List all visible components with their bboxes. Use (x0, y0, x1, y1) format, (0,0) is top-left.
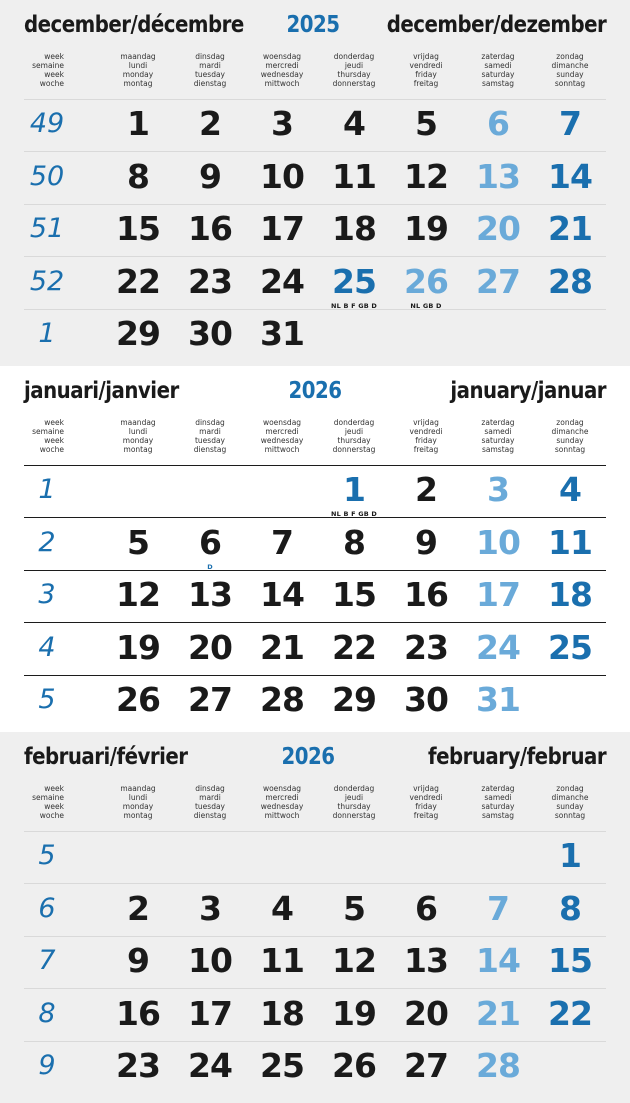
day-cell: 22 (548, 993, 592, 1033)
week-header-label: woche (39, 811, 64, 820)
weekday-label: montag (123, 811, 153, 820)
day-cell: 10 (188, 941, 232, 980)
month-panel (0, 732, 630, 1103)
week-header-label: week (44, 70, 64, 79)
day-cell: 24 (260, 261, 304, 301)
month-title-right: january/januar (450, 378, 606, 404)
day-cell: 10 (260, 156, 304, 196)
week-number: 50 (29, 160, 65, 192)
month-title-right: february/februar (427, 744, 606, 770)
week-number: 7 (38, 945, 56, 976)
day-cell: 27 (188, 680, 232, 719)
weekday-label: donnerstag (332, 445, 376, 454)
weekday-label: donnerstag (332, 811, 376, 820)
day-cell: 14 (476, 941, 520, 980)
weekday-header (393, 784, 459, 820)
day-cell: 9 (415, 522, 437, 562)
week-row (0, 519, 630, 571)
day-cell: 22 (332, 627, 376, 667)
weekday-label: wednesday (260, 802, 304, 811)
weekday-label: dienstag (193, 79, 227, 88)
day-cell: 16 (188, 209, 232, 248)
day-cell: 24 (476, 627, 520, 667)
month-panel (0, 0, 630, 366)
weekday-label: vrijdag (413, 418, 439, 427)
day-cell: 13 (188, 575, 232, 614)
day-cell: 17 (260, 209, 304, 248)
weekday-header (105, 784, 171, 820)
week-row (0, 937, 630, 989)
day-cell: 31 (476, 680, 520, 719)
weekday-label: saturday (481, 70, 515, 79)
day-cell: 27 (404, 1046, 448, 1085)
day-cell: 30 (404, 680, 448, 719)
week-number: 1 (38, 318, 56, 349)
weekday-label: woensdag (262, 418, 302, 427)
weekday-label: donderdag (333, 52, 375, 61)
day-cell: 7 (271, 522, 293, 562)
day-cell: 1 (343, 470, 365, 509)
weekday-label: dienstag (193, 811, 227, 820)
day-cell: 5 (415, 104, 437, 143)
weekday-label: mercredi (265, 61, 299, 70)
holiday-note: NL GB D (410, 301, 442, 310)
weekday-label: dinsdag (195, 784, 225, 793)
month-title-left: december/décembre (24, 12, 244, 38)
week-number: 5 (38, 684, 56, 715)
day-cell: 29 (116, 314, 160, 353)
day-cell: 14 (548, 156, 592, 196)
weekday-label: samstag (481, 811, 514, 820)
weekday-label: maandag (120, 784, 156, 793)
day-cell: 14 (260, 575, 304, 614)
week-row (0, 885, 630, 937)
day-cell: 22 (116, 261, 160, 301)
weekday-label: lundi (128, 61, 148, 70)
week-column-header (20, 784, 64, 820)
weekday-label: freitag (413, 445, 439, 454)
weekday-label: sunday (556, 70, 584, 79)
weekday-label: montag (123, 79, 153, 88)
weekday-header (105, 52, 171, 88)
weekday-label: montag (123, 445, 153, 454)
day-cell: 25 (332, 261, 376, 301)
weekday-header (465, 784, 531, 820)
weekday-header (177, 784, 243, 820)
weekday-label: mittwoch (264, 445, 300, 454)
weekday-label: vendredi (409, 427, 443, 436)
weekday-label: samedi (484, 61, 512, 70)
weekday-label: freitag (413, 79, 439, 88)
weekday-label: woensdag (262, 52, 302, 61)
weekday-label: mercredi (265, 793, 299, 802)
day-cell: 28 (476, 1046, 520, 1085)
day-cell: 17 (188, 993, 232, 1033)
weekday-label: vrijdag (413, 52, 439, 61)
weekday-header (321, 418, 387, 454)
week-row (0, 624, 630, 676)
month-title-left: januari/janvier (24, 378, 179, 404)
weekday-label: zaterdag (481, 418, 515, 427)
week-header-label: week (44, 436, 64, 445)
week-row (0, 310, 630, 362)
month-title-left: februari/février (24, 744, 188, 770)
weekday-header (537, 418, 603, 454)
weekday-label: donnerstag (332, 79, 376, 88)
day-cell: 21 (548, 209, 592, 248)
week-column-header (20, 418, 64, 454)
week-row (0, 571, 630, 623)
weekday-label: jeudi (344, 427, 364, 436)
weekday-label: woensdag (262, 784, 302, 793)
day-cell: 20 (476, 209, 520, 248)
day-cell: 27 (476, 261, 520, 301)
weekday-label: dimanche (551, 427, 589, 436)
weekday-header (177, 52, 243, 88)
day-cell: 19 (404, 209, 448, 248)
weekday-header (393, 418, 459, 454)
week-number: 3 (38, 579, 56, 610)
day-cell: 4 (271, 888, 293, 928)
day-cell: 7 (487, 888, 509, 928)
week-header-label: woche (39, 79, 64, 88)
weekday-label: vendredi (409, 793, 443, 802)
week-number: 6 (38, 892, 56, 924)
day-cell: 31 (260, 314, 304, 353)
week-number: 52 (29, 265, 65, 297)
week-number: 1 (38, 474, 56, 505)
holiday-note: D (207, 562, 213, 571)
weekday-label: monday (122, 802, 154, 811)
day-cell: 8 (127, 156, 149, 196)
day-cell: 5 (127, 522, 149, 562)
day-cell: 15 (116, 209, 160, 248)
day-cell: 9 (127, 941, 149, 980)
day-cell: 18 (548, 575, 592, 614)
week-header-label: week (44, 52, 64, 61)
weekday-label: thursday (337, 70, 371, 79)
weekday-header (105, 418, 171, 454)
day-cell: 21 (260, 627, 304, 667)
day-cell: 11 (260, 941, 304, 980)
week-header-label: woche (39, 445, 64, 454)
weekday-label: mittwoch (264, 811, 300, 820)
month-year: 2025 (286, 12, 340, 38)
week-number: 2 (38, 526, 56, 558)
weekday-label: samstag (481, 79, 514, 88)
weekday-label: dimanche (551, 61, 589, 70)
day-cell: 8 (343, 522, 365, 562)
day-cell: 12 (116, 575, 160, 614)
day-cell: 26 (332, 1046, 376, 1085)
week-row (0, 832, 630, 884)
day-cell: 18 (260, 993, 304, 1033)
weekday-header (465, 418, 531, 454)
weekday-header (321, 784, 387, 820)
day-cell: 6 (487, 104, 509, 143)
day-cell: 16 (116, 993, 160, 1033)
weekday-label: sonntag (554, 811, 586, 820)
weekday-label: dimanche (551, 793, 589, 802)
day-cell: 2 (199, 104, 221, 143)
day-cell: 19 (116, 627, 160, 667)
day-cell: 29 (332, 680, 376, 719)
weekday-label: sonntag (554, 445, 586, 454)
week-number: 49 (29, 108, 65, 139)
day-cell: 1 (559, 836, 581, 875)
month-header (0, 366, 630, 416)
week-row (0, 100, 630, 152)
weekday-label: dinsdag (195, 52, 225, 61)
day-cell: 1 (127, 104, 149, 143)
weekday-label: friday (415, 436, 437, 445)
weekday-label: maandag (120, 418, 156, 427)
day-cell: 10 (476, 522, 520, 562)
day-cell: 28 (260, 680, 304, 719)
day-cell: 2 (127, 888, 149, 928)
week-row (0, 466, 630, 518)
day-cell: 23 (116, 1046, 160, 1085)
day-cell: 12 (404, 156, 448, 196)
day-cell: 28 (548, 261, 592, 301)
day-cell: 17 (476, 575, 520, 614)
weekday-label: zaterdag (481, 784, 515, 793)
day-cell: 6 (415, 888, 437, 928)
day-cell: 20 (404, 993, 448, 1033)
day-cell: 4 (343, 104, 365, 143)
weekday-label: tuesday (194, 436, 225, 445)
weekday-label: mardi (199, 793, 221, 802)
weekday-header (249, 52, 315, 88)
day-cell: 16 (404, 575, 448, 614)
week-header-label: week (44, 802, 64, 811)
day-cell: 26 (404, 261, 448, 301)
month-header (0, 732, 630, 782)
month-header (0, 0, 630, 50)
weekday-label: donderdag (333, 784, 375, 793)
weekday-label: samedi (484, 427, 512, 436)
week-header-label: semaine (32, 793, 64, 802)
holiday-note: NL B F GB D (331, 510, 377, 518)
week-row (0, 1042, 630, 1094)
day-cell: 20 (188, 627, 232, 667)
week-header-label: week (44, 418, 64, 427)
month-title-right: december/dezember (386, 12, 606, 38)
weekday-label: mercredi (265, 427, 299, 436)
week-number: 51 (29, 213, 65, 244)
week-number: 8 (38, 997, 56, 1029)
weekday-label: jeudi (344, 793, 364, 802)
weekday-header (177, 418, 243, 454)
weekday-label: dinsdag (195, 418, 225, 427)
day-cell: 5 (343, 888, 365, 928)
day-cell: 11 (548, 522, 592, 562)
weekday-label: mittwoch (264, 79, 300, 88)
weekday-label: maandag (120, 52, 156, 61)
weekday-label: mardi (199, 427, 221, 436)
week-header-label: week (44, 784, 64, 793)
weekday-label: lundi (128, 427, 148, 436)
week-number: 5 (38, 840, 56, 871)
weekday-label: tuesday (194, 70, 225, 79)
weekday-label: jeudi (344, 61, 364, 70)
weekday-header-row (0, 52, 630, 92)
weekday-header (249, 418, 315, 454)
month-panel (0, 366, 630, 732)
weekday-label: donderdag (333, 418, 375, 427)
weekday-label: tuesday (194, 802, 225, 811)
week-row (0, 153, 630, 205)
weekday-label: vendredi (409, 61, 443, 70)
week-number: 9 (38, 1050, 56, 1081)
weekday-label: sunday (556, 436, 584, 445)
day-cell: 12 (332, 941, 376, 980)
day-cell: 26 (116, 680, 160, 719)
holiday-note: NL B F GB D (331, 301, 377, 310)
weekday-label: thursday (337, 436, 371, 445)
weekday-label: sonntag (554, 79, 586, 88)
week-column-header (20, 52, 64, 88)
day-cell: 19 (332, 993, 376, 1033)
weekday-label: freitag (413, 811, 439, 820)
week-header-label: semaine (32, 61, 64, 70)
weekday-label: zondag (556, 784, 584, 793)
weekday-label: samstag (481, 445, 514, 454)
day-cell: 25 (548, 627, 592, 667)
week-row (0, 205, 630, 257)
weekday-label: mardi (199, 61, 221, 70)
weekday-header (321, 52, 387, 88)
month-year: 2026 (288, 378, 342, 404)
weekday-label: monday (122, 436, 154, 445)
day-cell: 9 (199, 156, 221, 196)
weekday-label: samedi (484, 793, 512, 802)
month-year: 2026 (281, 744, 335, 770)
day-cell: 23 (404, 627, 448, 667)
weekday-label: saturday (481, 436, 515, 445)
weekday-header-row (0, 418, 630, 458)
day-cell: 18 (332, 209, 376, 248)
weekday-header (249, 784, 315, 820)
weekday-label: zaterdag (481, 52, 515, 61)
weekday-label: wednesday (260, 70, 304, 79)
day-cell: 15 (548, 941, 592, 980)
day-cell: 15 (332, 575, 376, 614)
day-cell: 3 (271, 104, 293, 143)
weekday-header (537, 52, 603, 88)
weekday-header (537, 784, 603, 820)
weekday-label: sunday (556, 802, 584, 811)
weekday-label: dienstag (193, 445, 227, 454)
day-cell: 21 (476, 993, 520, 1033)
weekday-header-row (0, 784, 630, 824)
day-cell: 3 (199, 888, 221, 928)
day-cell: 13 (404, 941, 448, 980)
weekday-label: thursday (337, 802, 371, 811)
weekday-label: friday (415, 802, 437, 811)
weekday-label: wednesday (260, 436, 304, 445)
day-cell: 25 (260, 1046, 304, 1085)
week-row (0, 258, 630, 310)
day-cell: 30 (188, 314, 232, 353)
week-number: 4 (38, 631, 56, 663)
day-cell: 6 (199, 522, 221, 562)
weekday-label: zondag (556, 418, 584, 427)
week-row (0, 676, 630, 728)
weekday-label: vrijdag (413, 784, 439, 793)
weekday-label: monday (122, 70, 154, 79)
weekday-header (393, 52, 459, 88)
week-header-label: semaine (32, 427, 64, 436)
day-cell: 8 (559, 888, 581, 928)
day-cell: 2 (415, 470, 437, 509)
day-cell: 24 (188, 1046, 232, 1085)
weekday-label: lundi (128, 793, 148, 802)
day-cell: 13 (476, 156, 520, 196)
weekday-label: saturday (481, 802, 515, 811)
weekday-label: friday (415, 70, 437, 79)
day-cell: 11 (332, 156, 376, 196)
weekday-header (465, 52, 531, 88)
day-cell: 23 (188, 261, 232, 301)
day-cell: 3 (487, 470, 509, 509)
week-row (0, 990, 630, 1042)
weekday-label: zondag (556, 52, 584, 61)
day-cell: 4 (559, 470, 581, 509)
day-cell: 7 (559, 104, 581, 143)
